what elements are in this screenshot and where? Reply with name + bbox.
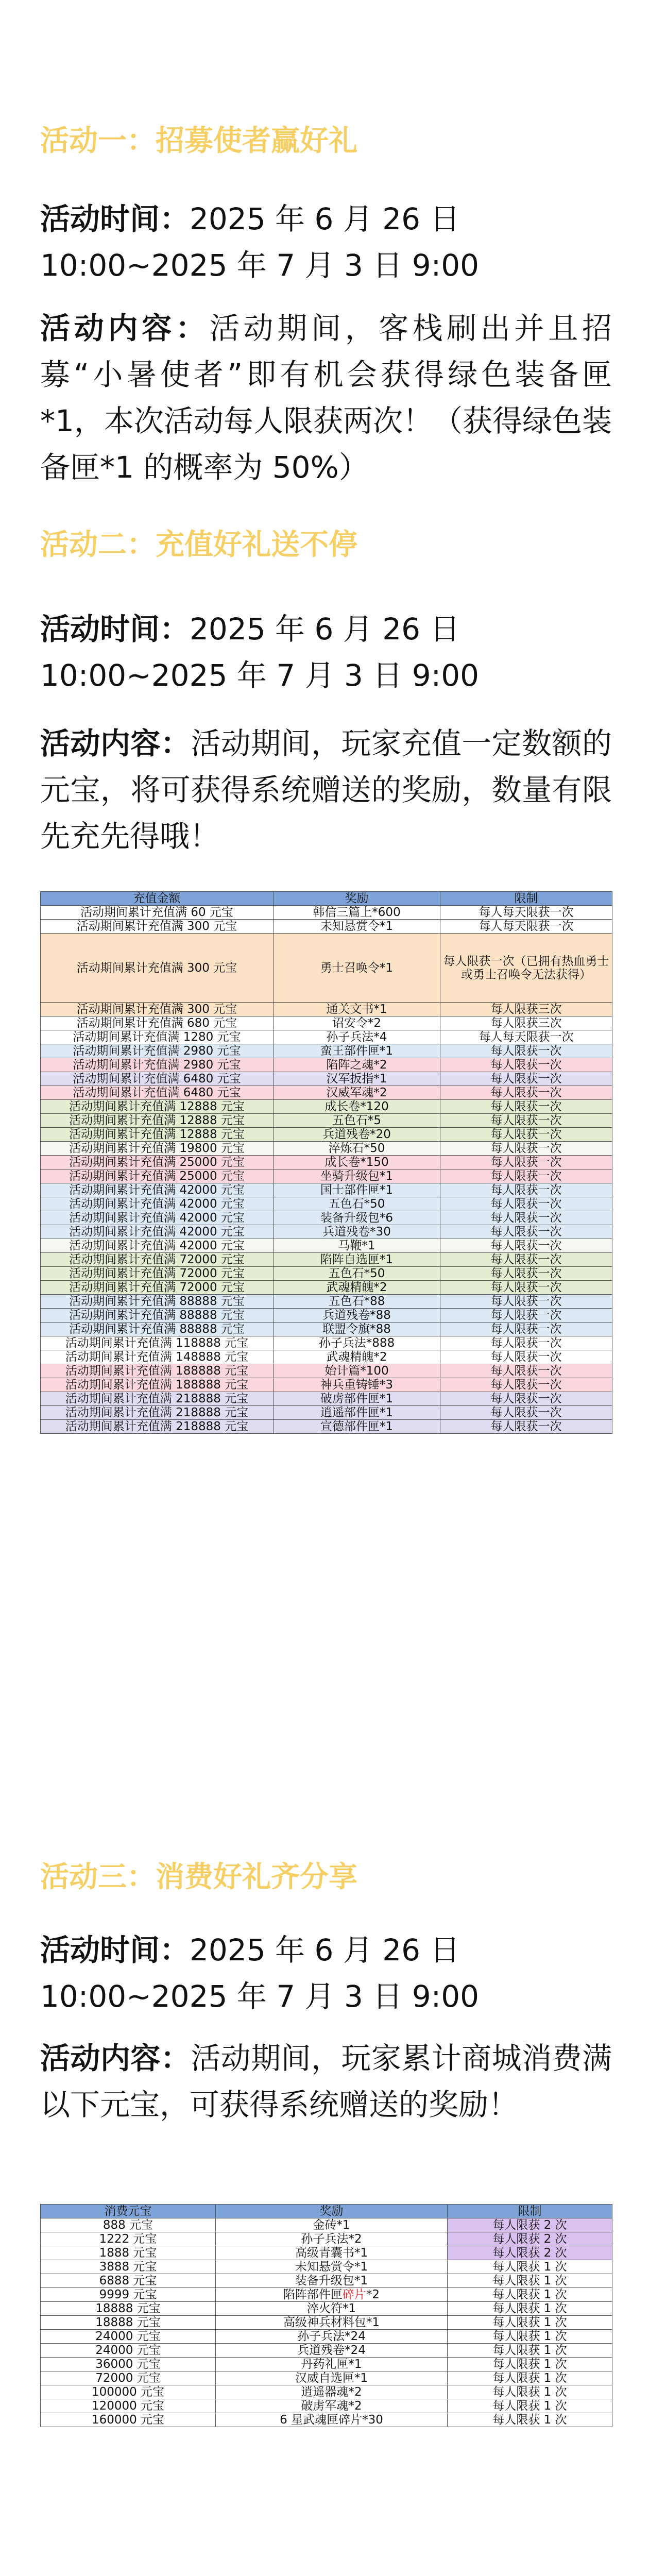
amount-cell: 活动期间累计充值满 6480 元宝: [41, 1086, 274, 1100]
reward-cell: 成长卷*120: [274, 1100, 440, 1114]
reward-text: 孙子兵法*24: [297, 2330, 366, 2343]
table-row: [41, 1281, 612, 1295]
reward-text: 逍遥器魂*2: [301, 2385, 362, 2399]
table-row: [41, 1142, 612, 1156]
spend-amount-cell: 6888 元宝: [41, 2274, 216, 2288]
header-reward: 奖励: [216, 2205, 448, 2218]
spend-amount-cell: 3888 元宝: [41, 2260, 216, 2274]
reward-cell: 兵道残卷*88: [274, 1309, 440, 1323]
amount-cell: 活动期间累计充值满 88888 元宝: [41, 1295, 274, 1309]
section1-time-label: 活动时间：: [40, 201, 190, 236]
limit-cell: 每人限获一次: [440, 1281, 612, 1295]
limit-cell: 每人限获一次: [440, 1211, 612, 1225]
section3-title: 活动三：消费好礼齐分享: [40, 1860, 357, 1894]
limit-cell: 每人限获一次: [440, 1086, 612, 1100]
table-row: [41, 1170, 612, 1183]
reward-cell: 神兵重铸锤*3: [274, 1378, 440, 1392]
table-header-row: [41, 892, 612, 906]
reward-cell: 通关文书*1: [274, 1003, 440, 1016]
table-row: [41, 1309, 612, 1323]
table-row: [41, 2218, 612, 2232]
table-row: [41, 1183, 612, 1197]
limit-cell: 每人限获一次: [440, 1420, 612, 1434]
table-row: [41, 2274, 612, 2288]
limit-cell: 每人限获 2 次: [448, 2232, 612, 2246]
section3-content-value: 活动期间，玩家累计商城消费满以下元宝，可获得系统赠送的奖励！: [40, 2041, 612, 2122]
header-amount: 充值金额: [41, 892, 274, 906]
section2-time: [40, 606, 612, 699]
reward-cell: [216, 2260, 448, 2274]
limit-cell: 每人限获一次: [440, 1128, 612, 1142]
table-row: [41, 2371, 612, 2385]
table-row: [41, 1156, 612, 1170]
spend-amount-cell: 100000 元宝: [41, 2385, 216, 2399]
reward-cell: 陷阵之魂*2: [274, 1058, 440, 1072]
spend-amount-cell: 18888 元宝: [41, 2302, 216, 2316]
reward-cell: [216, 2232, 448, 2246]
limit-cell: 每人限获一次: [440, 1044, 612, 1058]
amount-cell: 活动期间累计充值满 300 元宝: [41, 934, 274, 1003]
limit-cell: 每人限获一次: [440, 1392, 612, 1406]
amount-cell: 活动期间累计充值满 42000 元宝: [41, 1211, 274, 1225]
table-row: [41, 1420, 612, 1434]
reward-cell: [216, 2288, 448, 2302]
reward-text: 破虏军魂*2: [301, 2399, 362, 2413]
reward-cell: 汉威军魂*2: [274, 1086, 440, 1100]
reward-cell: 孙子兵法*4: [274, 1030, 440, 1044]
limit-cell: 每人限获三次: [440, 1016, 612, 1030]
limit-cell: 每人限获一次: [440, 1378, 612, 1392]
spend-amount-cell: 1222 元宝: [41, 2232, 216, 2246]
reward-text: 孙子兵法*2: [301, 2232, 362, 2246]
section2-time-value: 2025 年 6 月 26 日 10:00~2025 年 7 月 3 日 9:00: [40, 612, 480, 693]
amount-cell: 活动期间累计充值满 42000 元宝: [41, 1239, 274, 1253]
amount-cell: 活动期间累计充值满 118888 元宝: [41, 1336, 274, 1350]
reward-text: 未知悬赏令*1: [295, 2260, 368, 2274]
reward-text: 汉威自选匣*1: [295, 2371, 368, 2385]
table-row: [41, 1364, 612, 1378]
table-row: [41, 906, 612, 920]
limit-cell: 每人限获一次: [440, 1295, 612, 1309]
spend-amount-cell: 888 元宝: [41, 2218, 216, 2232]
reward-cell: 装备升级包*6: [274, 1211, 440, 1225]
amount-cell: 活动期间累计充值满 2980 元宝: [41, 1058, 274, 1072]
table-row: [41, 1323, 612, 1336]
reward-cell: [216, 2399, 448, 2413]
limit-cell: 每人限获一次（已拥有热血勇士或勇士召唤令无法获得）: [440, 934, 612, 1003]
amount-cell: 活动期间累计充值满 12888 元宝: [41, 1128, 274, 1142]
section2-content-value: 活动期间，玩家充值一定数额的元宝，将可获得系统赠送的奖励，数量有限先充先得哦！: [40, 726, 612, 854]
limit-cell: 每人限获 1 次: [448, 2371, 612, 2385]
limit-cell: 每人限获 1 次: [448, 2274, 612, 2288]
table-row: [41, 1003, 612, 1016]
amount-cell: 活动期间累计充值满 42000 元宝: [41, 1225, 274, 1239]
limit-cell: 每人限获 1 次: [448, 2399, 612, 2413]
table-row: [41, 2316, 612, 2330]
reward-text: 6 星武魂匣碎片*30: [280, 2413, 383, 2427]
limit-cell: 每人限获一次: [440, 1253, 612, 1267]
amount-cell: 活动期间累计充值满 60 元宝: [41, 906, 274, 920]
table-row: [41, 1392, 612, 1406]
reward-cell: 五色石*50: [274, 1267, 440, 1281]
limit-cell: 每人限获一次: [440, 1309, 612, 1323]
reward-cell: [216, 2385, 448, 2399]
table-row: [41, 1295, 612, 1309]
table-row: [41, 2246, 612, 2260]
reward-cell: 诏安令*2: [274, 1016, 440, 1030]
limit-cell: 每人限获一次: [440, 1156, 612, 1170]
reward-cell: 汉军扳指*1: [274, 1072, 440, 1086]
amount-cell: 活动期间累计充值满 42000 元宝: [41, 1183, 274, 1197]
table-row: [41, 1086, 612, 1100]
reward-text: 高级青囊书*1: [295, 2246, 368, 2260]
table-header-row: [41, 2205, 612, 2218]
table-row: [41, 2399, 612, 2413]
limit-cell: 每人限获一次: [440, 1364, 612, 1378]
reward-cell: 孙子兵法*888: [274, 1336, 440, 1350]
reward-text: 兵道残卷*24: [297, 2344, 366, 2357]
limit-cell: 每人限获一次: [440, 1239, 612, 1253]
limit-cell: 每人限获 1 次: [448, 2288, 612, 2302]
amount-cell: 活动期间累计充值满 88888 元宝: [41, 1309, 274, 1323]
table-row: [41, 920, 612, 934]
table-row: [41, 1378, 612, 1392]
reward-cell: 韩信三篇上*600: [274, 906, 440, 920]
amount-cell: 活动期间累计充值满 300 元宝: [41, 1003, 274, 1016]
reward-cell: 蛮王部件匣*1: [274, 1044, 440, 1058]
section1-time-value: 2025 年 6 月 26 日 10:00~2025 年 7 月 3 日 9:00: [40, 201, 480, 283]
table-row: [41, 1350, 612, 1364]
limit-cell: 每人每天限获一次: [440, 1030, 612, 1044]
limit-cell: 每人限获一次: [440, 1183, 612, 1197]
limit-cell: 每人限获 1 次: [448, 2385, 612, 2399]
reward-cell: 联盟令旗*88: [274, 1323, 440, 1336]
amount-cell: 活动期间累计充值满 42000 元宝: [41, 1197, 274, 1211]
reward-cell: 陷阵自选匣*1: [274, 1253, 440, 1267]
table-row: [41, 1114, 612, 1128]
spend-amount-cell: 120000 元宝: [41, 2399, 216, 2413]
table-row: [41, 1336, 612, 1350]
table-row: [41, 2288, 612, 2302]
spend-amount-cell: 24000 元宝: [41, 2344, 216, 2358]
section1-content-value: 活动期间，客栈刷出并且招募“小暑使者”即有机会获得绿色装备匣*1，本次活动每人限获两次！（获得绿色装备匣*1 的概率为 50%）: [40, 311, 612, 485]
reward-cell: 勇士召唤令*1: [274, 934, 440, 1003]
amount-cell: 活动期间累计充值满 2980 元宝: [41, 1044, 274, 1058]
limit-cell: 每人限获 1 次: [448, 2316, 612, 2330]
section2-title: 活动二：充值好礼送不停: [40, 528, 357, 562]
section3-time-label: 活动时间：: [40, 1933, 190, 1968]
reward-cell: 坐骑升级包*1: [274, 1170, 440, 1183]
amount-cell: 活动期间累计充值满 25000 元宝: [41, 1170, 274, 1183]
reward-cell: 武魂精魄*2: [274, 1350, 440, 1364]
section2-time-label: 活动时间：: [40, 612, 190, 647]
amount-cell: 活动期间累计充值满 72000 元宝: [41, 1253, 274, 1267]
section1-title: 活动一：招募使者赢好礼: [40, 124, 357, 158]
limit-cell: 每人每天限获一次: [440, 920, 612, 934]
amount-cell: 活动期间累计充值满 218888 元宝: [41, 1406, 274, 1420]
reward-cell: [216, 2218, 448, 2232]
reward-cell: [216, 2302, 448, 2316]
table-row: [41, 2260, 612, 2274]
reward-cell: 兵道残卷*20: [274, 1128, 440, 1142]
reward-text: 淬火符*1: [306, 2302, 356, 2315]
header-limit: 限制: [440, 892, 612, 906]
reward-text: 装备升级包*1: [295, 2274, 368, 2287]
limit-cell: 每人限获一次: [440, 1100, 612, 1114]
table-row: [41, 1211, 612, 1225]
limit-cell: 每人限获一次: [440, 1336, 612, 1350]
table-row: [41, 1058, 612, 1072]
table-row: [41, 2413, 612, 2427]
table-row: [41, 1072, 612, 1086]
spend-amount-cell: 160000 元宝: [41, 2413, 216, 2427]
spend-amount-cell: 1888 元宝: [41, 2246, 216, 2260]
reward-cell: [216, 2330, 448, 2344]
table-row: [41, 2344, 612, 2358]
table-row: [41, 1100, 612, 1114]
reward-cell: [216, 2344, 448, 2358]
reward-cell: 五色石*5: [274, 1114, 440, 1128]
spend-amount-cell: 72000 元宝: [41, 2371, 216, 2385]
reward-cell: 兵道残卷*30: [274, 1225, 440, 1239]
limit-cell: 每人限获三次: [440, 1003, 612, 1016]
table-row: [41, 2232, 612, 2246]
amount-cell: 活动期间累计充值满 6480 元宝: [41, 1072, 274, 1086]
table-row: [41, 1406, 612, 1420]
reward-text: 金砖*1: [313, 2218, 350, 2232]
spend-reward-table: [40, 2204, 612, 2427]
section3-content: [40, 2035, 612, 2128]
amount-cell: 活动期间累计充值满 12888 元宝: [41, 1114, 274, 1128]
limit-cell: 每人限获一次: [440, 1350, 612, 1364]
reward-cell: 宣德部件匣*1: [274, 1420, 440, 1434]
limit-cell: 每人限获一次: [440, 1197, 612, 1211]
table-row: [41, 934, 612, 1003]
table-row: [41, 1197, 612, 1211]
limit-cell: 每人限获一次: [440, 1406, 612, 1420]
reward-cell: [216, 2358, 448, 2371]
limit-cell: 每人限获 2 次: [448, 2246, 612, 2260]
table-row: [41, 1225, 612, 1239]
recharge-reward-table: [40, 891, 612, 1434]
limit-cell: 每人限获一次: [440, 1323, 612, 1336]
reward-cell: 五色石*50: [274, 1197, 440, 1211]
reward-cell: 成长卷*150: [274, 1156, 440, 1170]
section1-time: [40, 196, 612, 289]
spend-amount-cell: 36000 元宝: [41, 2358, 216, 2371]
amount-cell: 活动期间累计充值满 188888 元宝: [41, 1378, 274, 1392]
spend-amount-cell: 18888 元宝: [41, 2316, 216, 2330]
reward-cell: 未知悬赏令*1: [274, 920, 440, 934]
table-row: [41, 1044, 612, 1058]
amount-cell: 活动期间累计充值满 12888 元宝: [41, 1100, 274, 1114]
limit-cell: 每人限获 1 次: [448, 2413, 612, 2427]
limit-cell: 每人限获 1 次: [448, 2358, 612, 2371]
amount-cell: 活动期间累计充值满 25000 元宝: [41, 1156, 274, 1170]
section2-content: [40, 720, 612, 859]
section3-time-value: 2025 年 6 月 26 日 10:00~2025 年 7 月 3 日 9:00: [40, 1933, 480, 2014]
reward-cell: 始计篇*100: [274, 1364, 440, 1378]
reward-highlight-text: 碎片: [342, 2288, 366, 2301]
table-row: [41, 1016, 612, 1030]
limit-cell: 每人限获一次: [440, 1114, 612, 1128]
amount-cell: 活动期间累计充值满 218888 元宝: [41, 1392, 274, 1406]
limit-cell: 每人限获 1 次: [448, 2260, 612, 2274]
reward-text: 丹药礼匣*1: [301, 2358, 362, 2371]
amount-cell: 活动期间累计充值满 88888 元宝: [41, 1323, 274, 1336]
limit-cell: 每人限获 2 次: [448, 2218, 612, 2232]
limit-cell: 每人限获一次: [440, 1072, 612, 1086]
reward-cell: [216, 2246, 448, 2260]
table-row: [41, 1267, 612, 1281]
reward-cell: 马鞭*1: [274, 1239, 440, 1253]
table-row: [41, 2358, 612, 2371]
section1-content: [40, 305, 612, 490]
section3-content-label: 活动内容：: [40, 2041, 191, 2076]
table-row: [41, 2302, 612, 2316]
amount-cell: 活动期间累计充值满 148888 元宝: [41, 1350, 274, 1364]
limit-cell: 每人限获一次: [440, 1058, 612, 1072]
reward-tail-text: *2: [366, 2288, 380, 2301]
reward-cell: 破虏部件匣*1: [274, 1392, 440, 1406]
reward-cell: [216, 2371, 448, 2385]
spend-amount-cell: 24000 元宝: [41, 2330, 216, 2344]
amount-cell: 活动期间累计充值满 19800 元宝: [41, 1142, 274, 1156]
reward-cell: [216, 2274, 448, 2288]
amount-cell: 活动期间累计充值满 680 元宝: [41, 1016, 274, 1030]
table-row: [41, 1128, 612, 1142]
limit-cell: 每人限获一次: [440, 1142, 612, 1156]
header-spend: 消费元宝: [41, 2205, 216, 2218]
amount-cell: 活动期间累计充值满 218888 元宝: [41, 1420, 274, 1434]
section1-content-label: 活动内容：: [40, 311, 210, 346]
table-row: [41, 1253, 612, 1267]
reward-cell: 逍遥部件匣*1: [274, 1406, 440, 1420]
limit-cell: 每人限获一次: [440, 1267, 612, 1281]
limit-cell: 每人限获一次: [440, 1170, 612, 1183]
table-row: [41, 1239, 612, 1253]
header-reward: 奖励: [274, 892, 440, 906]
table-row: [41, 2330, 612, 2344]
limit-cell: 每人限获 1 次: [448, 2330, 612, 2344]
section3-time: [40, 1927, 612, 2020]
spend-amount-cell: 9999 元宝: [41, 2288, 216, 2302]
reward-text: 高级神兵材料包*1: [283, 2316, 380, 2329]
amount-cell: 活动期间累计充值满 188888 元宝: [41, 1364, 274, 1378]
reward-cell: 淬炼石*50: [274, 1142, 440, 1156]
reward-cell: 武魂精魄*2: [274, 1281, 440, 1295]
limit-cell: 每人限获 1 次: [448, 2302, 612, 2316]
section2-content-label: 活动内容：: [40, 726, 191, 761]
amount-cell: 活动期间累计充值满 300 元宝: [41, 920, 274, 934]
reward-cell: [216, 2316, 448, 2330]
amount-cell: 活动期间累计充值满 1280 元宝: [41, 1030, 274, 1044]
amount-cell: 活动期间累计充值满 72000 元宝: [41, 1281, 274, 1295]
header-limit: 限制: [448, 2205, 612, 2218]
limit-cell: 每人每天限获一次: [440, 906, 612, 920]
reward-cell: 国士部件匣*1: [274, 1183, 440, 1197]
reward-text: 陷阵部件匣: [283, 2288, 343, 2301]
reward-cell: 五色石*88: [274, 1295, 440, 1309]
table-row: [41, 1030, 612, 1044]
reward-cell: [216, 2413, 448, 2427]
limit-cell: 每人限获 1 次: [448, 2344, 612, 2358]
table-row: [41, 2385, 612, 2399]
amount-cell: 活动期间累计充值满 72000 元宝: [41, 1267, 274, 1281]
limit-cell: 每人限获一次: [440, 1225, 612, 1239]
